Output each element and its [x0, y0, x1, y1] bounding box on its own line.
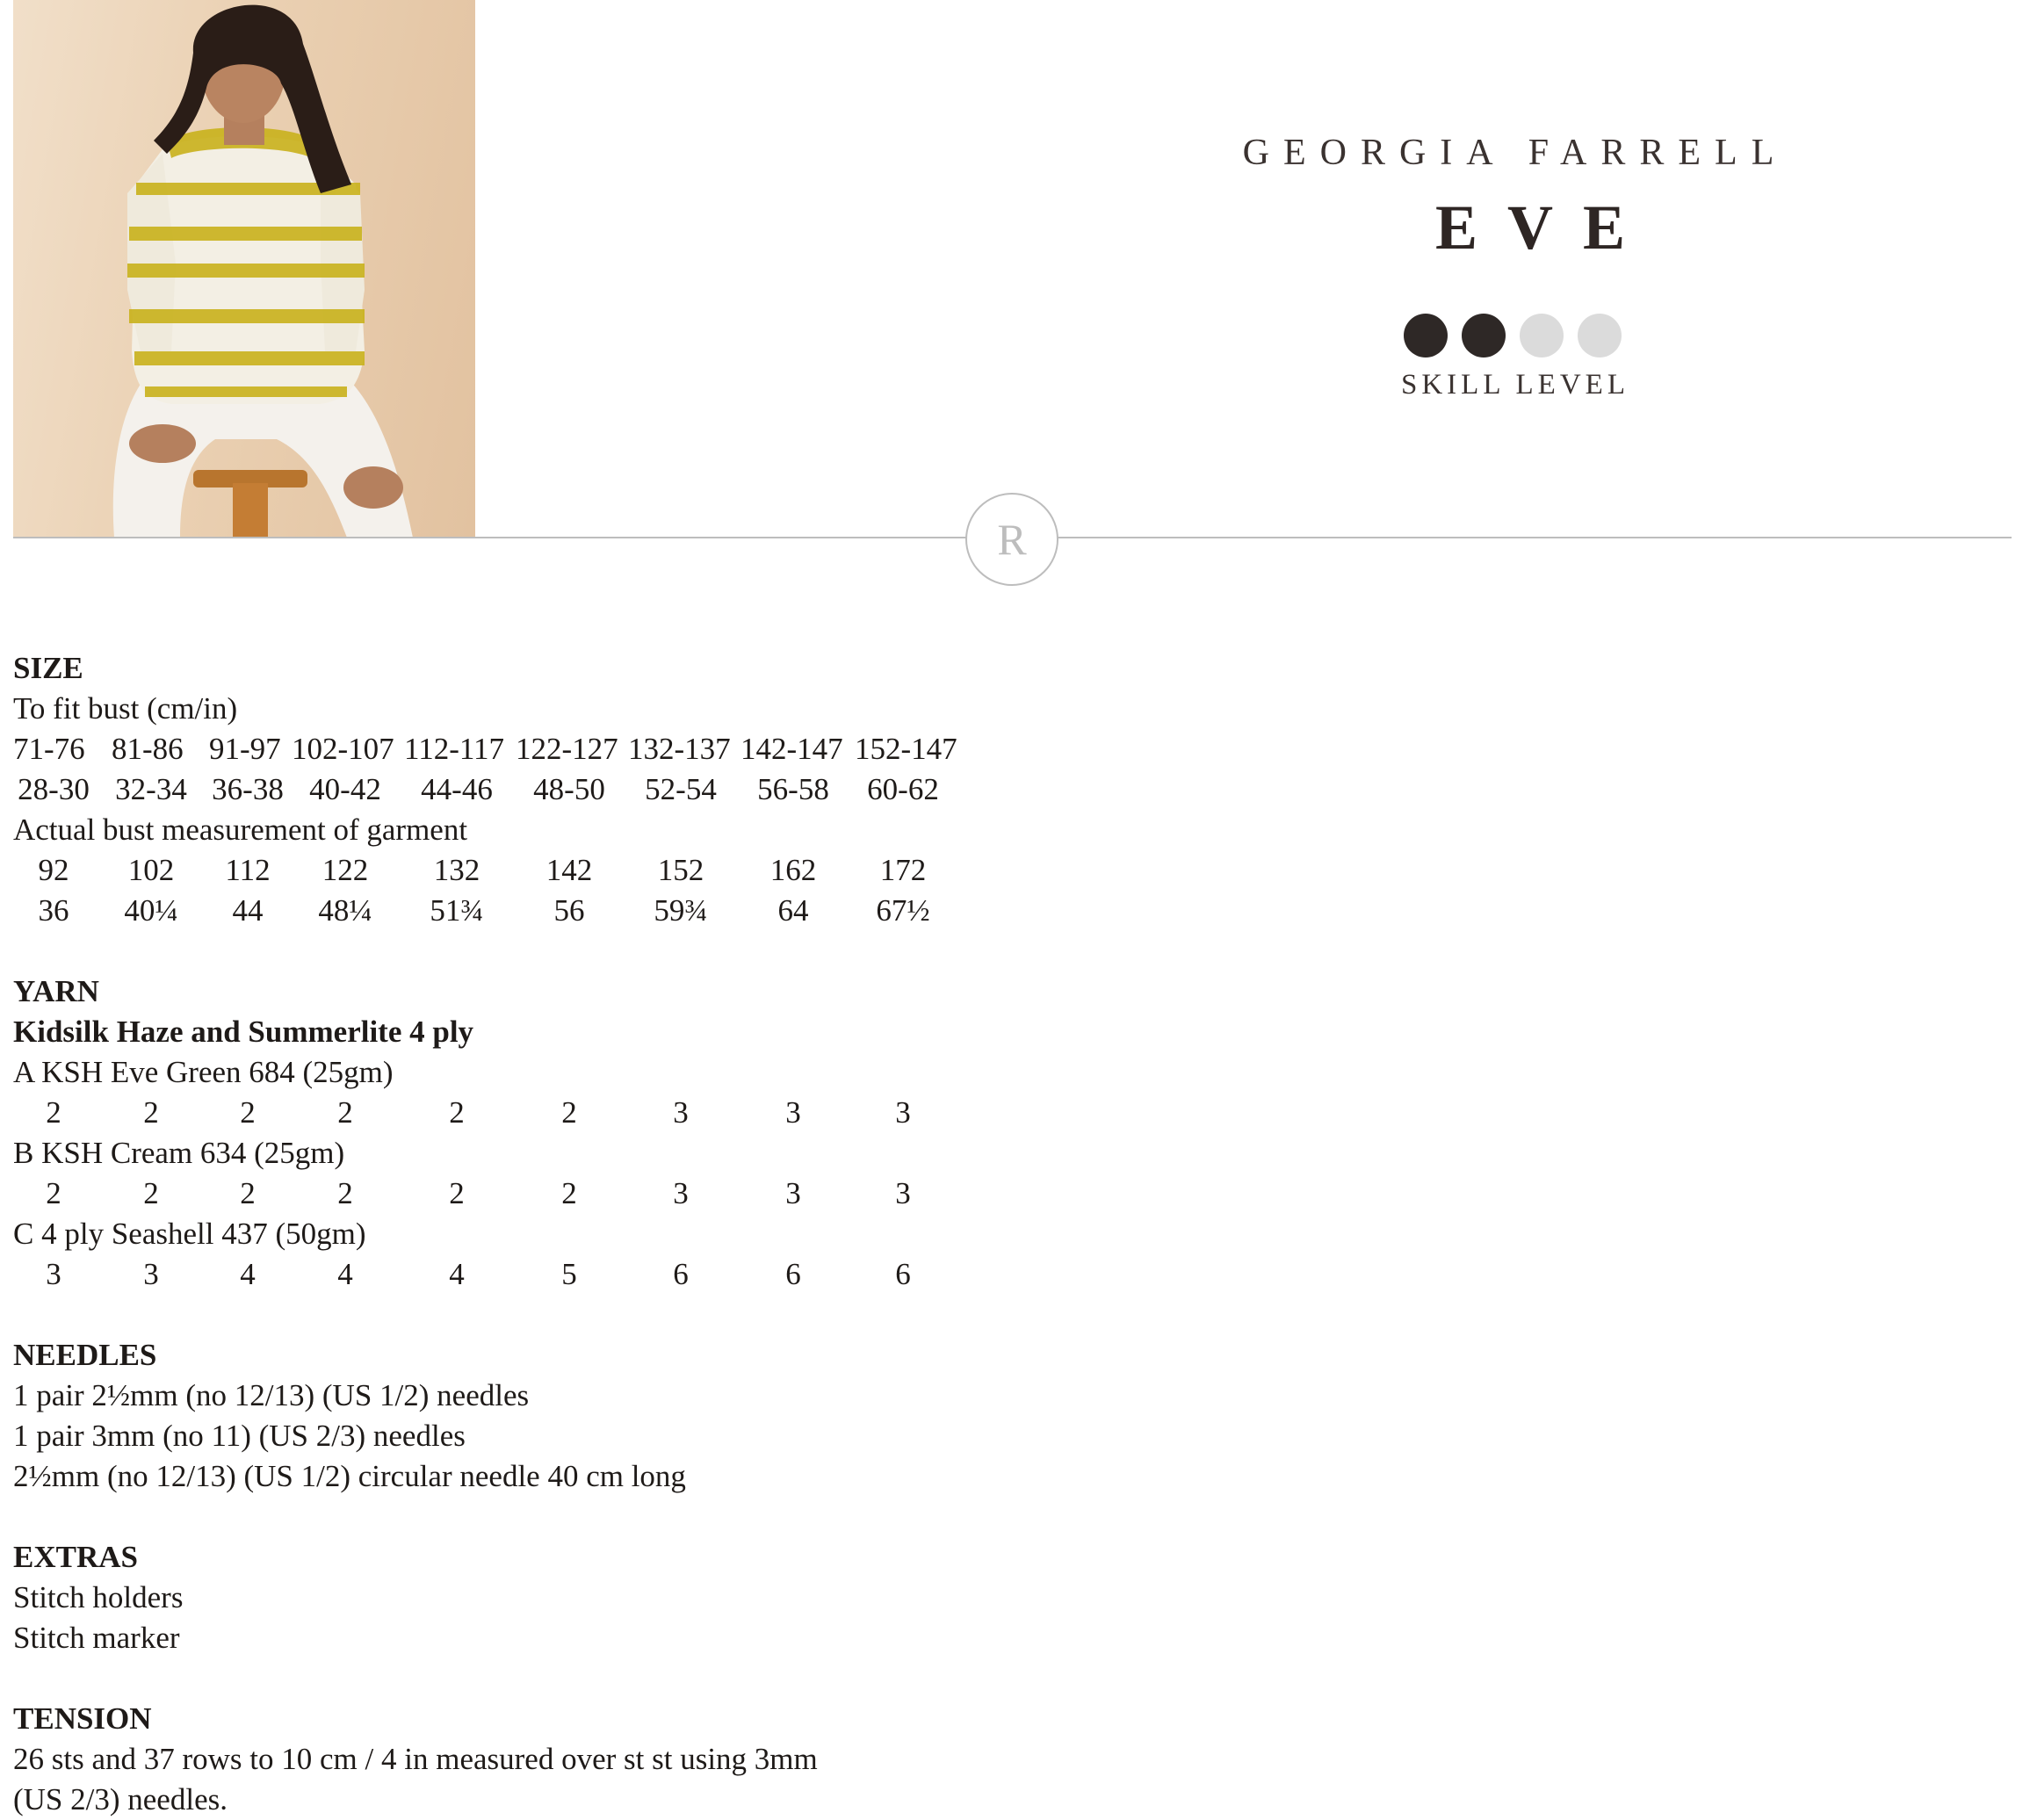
yarn-b-label: B KSH Cream 634 (25gm)	[13, 1136, 345, 1170]
size-column-value: 3	[673, 1095, 689, 1130]
size-column-value: 51¾	[430, 893, 484, 928]
size-column-value: 4	[449, 1257, 465, 1291]
pattern-title: EVE	[1434, 192, 1656, 263]
fit-bust-cm-row	[13, 729, 1067, 769]
brand-logo-icon	[965, 493, 1058, 586]
size-column-value: 2	[240, 1095, 256, 1130]
size-column-value: 6	[895, 1257, 911, 1291]
size-column-value: 3	[895, 1095, 911, 1130]
size-column-value: 122	[321, 853, 369, 887]
pattern-details	[13, 648, 1067, 1820]
size-column-value: 92	[38, 853, 69, 887]
size-column-value: 3	[785, 1176, 801, 1210]
fit-bust-label: To fit bust (cm/in)	[13, 691, 238, 726]
size-column-value: 60-62	[867, 772, 939, 806]
size-column-value: 4	[337, 1257, 353, 1291]
size-column-value: 152-147	[855, 732, 957, 766]
needle-item: 1 pair 3mm (no 11) (US 2/3) needles	[13, 1419, 466, 1453]
size-column-value: 6	[785, 1257, 801, 1291]
model-illustration	[13, 0, 475, 538]
size-column-value: 64	[777, 893, 809, 928]
size-column-value: 44	[232, 893, 264, 928]
size-column-value: 28-30	[18, 772, 90, 806]
size-column-value: 5	[561, 1257, 577, 1291]
size-column-value: 2	[143, 1095, 159, 1130]
designer-name: GEORGIA FARRELL	[1242, 133, 1788, 173]
size-heading: SIZE	[13, 651, 83, 685]
size-column-value: 2	[337, 1095, 353, 1130]
skill-dot-filled	[1404, 314, 1448, 358]
needles-heading: NEEDLES	[13, 1338, 157, 1372]
tension-heading: TENSION	[13, 1701, 152, 1736]
size-column-value: 48¼	[318, 893, 372, 928]
needle-item: 2½mm (no 12/13) (US 1/2) circular needle 40 cm long	[13, 1459, 686, 1493]
size-column-value: 102	[127, 853, 175, 887]
skill-level-label: SKILL LEVEL	[1401, 369, 1629, 401]
yarn-c-label: C 4 ply Seashell 437 (50gm)	[13, 1217, 366, 1251]
skill-level-indicator	[1404, 314, 1622, 358]
size-column-value: 3	[785, 1095, 801, 1130]
actual-bust-cm-row	[13, 850, 1067, 891]
yarn-heading: YARN	[13, 974, 99, 1008]
size-column-value: 2	[561, 1095, 577, 1130]
size-column-value: 2	[337, 1176, 353, 1210]
size-column-value: 81-86	[112, 732, 184, 766]
size-column-value: 112	[225, 853, 271, 887]
size-column-value: 102-107	[292, 732, 394, 766]
size-column-value: 67½	[876, 893, 930, 928]
tension-text: 26 sts and 37 rows to 10 cm / 4 in measured over st st using 3mm	[13, 1742, 818, 1776]
actual-bust-in-row	[13, 891, 1067, 931]
extras-heading: EXTRAS	[13, 1540, 138, 1574]
logo-letter: R	[997, 515, 1027, 564]
extras-item: Stitch marker	[13, 1621, 180, 1655]
size-column-value: 142-147	[740, 732, 843, 766]
size-column-value: 112-117	[404, 732, 505, 766]
size-column-value: 44-46	[421, 772, 493, 806]
size-column-value: 71-76	[13, 732, 85, 766]
yarn-subheading: Kidsilk Haze and Summerlite 4 ply	[13, 1015, 474, 1049]
size-column-value: 3	[895, 1176, 911, 1210]
size-column-value: 3	[143, 1257, 159, 1291]
size-column-value: 2	[240, 1176, 256, 1210]
size-column-value: 132	[433, 853, 480, 887]
actual-bust-label: Actual bust measurement of garment	[13, 812, 468, 847]
size-column-value: 142	[545, 853, 593, 887]
size-column-value: 6	[673, 1257, 689, 1291]
size-column-value: 172	[879, 853, 927, 887]
size-column-value: 40-42	[309, 772, 381, 806]
size-column-value: 122-127	[516, 732, 618, 766]
size-column-value: 56-58	[757, 772, 829, 806]
fit-bust-in-row	[13, 769, 1067, 810]
size-column-value: 2	[449, 1095, 465, 1130]
size-column-value: 2	[449, 1176, 465, 1210]
size-column-value: 162	[769, 853, 817, 887]
yarn-b-qty-row	[13, 1174, 1067, 1214]
extras-item: Stitch holders	[13, 1580, 184, 1614]
size-column-value: 2	[46, 1176, 61, 1210]
size-column-value: 48-50	[533, 772, 605, 806]
yarn-a-label: A KSH Eve Green 684 (25gm)	[13, 1055, 394, 1089]
size-column-value: 2	[561, 1176, 577, 1210]
size-column-value: 52-54	[645, 772, 717, 806]
size-column-value: 3	[673, 1176, 689, 1210]
size-column-value: 91-97	[209, 732, 281, 766]
size-column-value: 4	[240, 1257, 256, 1291]
size-column-value: 56	[553, 893, 585, 928]
size-column-value: 40¼	[124, 893, 178, 928]
size-column-value: 32-34	[115, 772, 187, 806]
size-column-value: 59¾	[654, 893, 708, 928]
yarn-c-qty-row	[13, 1254, 1067, 1295]
tension-text: (US 2/3) needles.	[13, 1782, 228, 1816]
size-column-value: 36	[38, 893, 69, 928]
skill-dot-filled	[1462, 314, 1506, 358]
size-column-value: 152	[657, 853, 704, 887]
size-column-value: 132-137	[628, 732, 731, 766]
model-photo	[13, 0, 475, 538]
size-column-value: 3	[46, 1257, 61, 1291]
skill-dot-empty	[1578, 314, 1622, 358]
size-column-value: 36-38	[212, 772, 284, 806]
size-column-value: 2	[46, 1095, 61, 1130]
yarn-a-qty-row	[13, 1093, 1067, 1133]
size-column-value: 2	[143, 1176, 159, 1210]
skill-dot-empty	[1520, 314, 1564, 358]
needle-item: 1 pair 2½mm (no 12/13) (US 1/2) needles	[13, 1378, 530, 1412]
